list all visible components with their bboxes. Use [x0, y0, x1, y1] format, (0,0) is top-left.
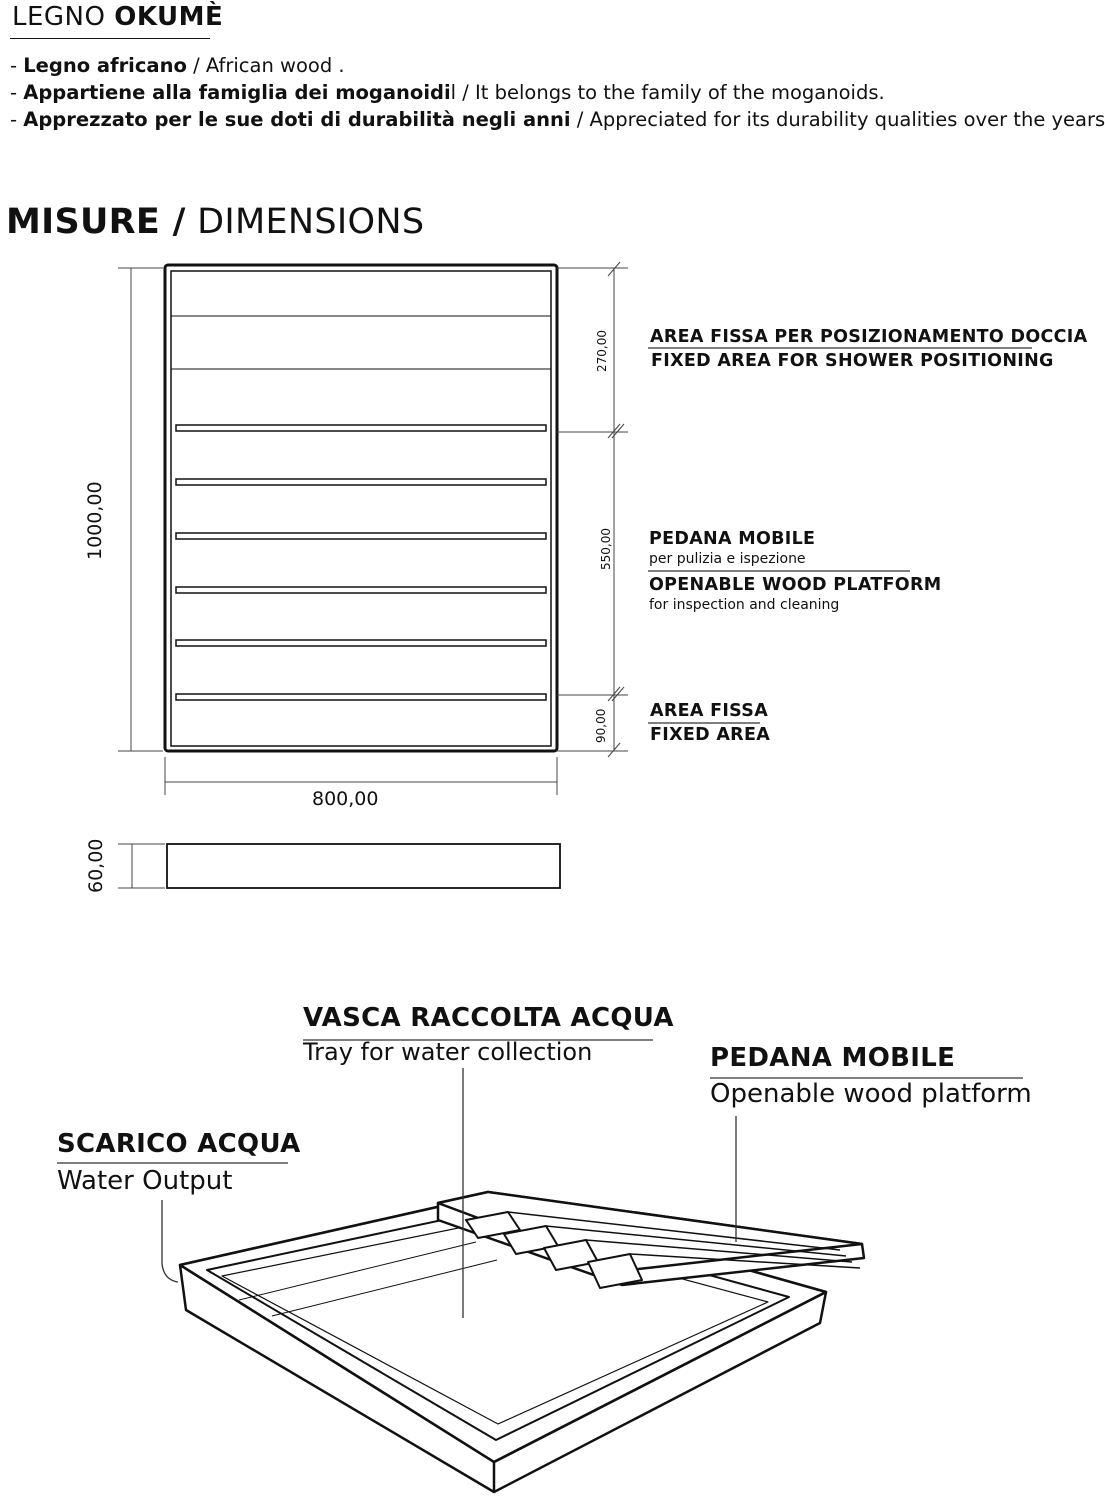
top-view-plan [165, 265, 557, 751]
slat [176, 587, 546, 593]
segment-mid-value: 550,00 [599, 528, 613, 570]
tray-callout-title: VASCA RACCOLTA ACQUA [303, 1003, 674, 1033]
feature-item: - Appartiene alla famiglia dei moganoidil / It belongs to the family of the moganoids. [10, 81, 885, 104]
fixed-shower-area-label-en: FIXED AREA FOR SHOWER POSITIONING [651, 351, 1054, 371]
side-view-profile [167, 844, 560, 888]
platform-sub-it: per pulizia e ispezione [649, 551, 806, 567]
drain-callout-sub: Water Output [57, 1166, 233, 1196]
slat [176, 479, 546, 485]
title-light-text: LEGNO [12, 2, 115, 32]
fixed-area-label-it: AREA FISSA [650, 701, 769, 721]
segment-bottom-value: 90,00 [594, 708, 608, 743]
slat [176, 694, 546, 700]
segment-dimension-lines [557, 262, 628, 757]
height-dimension-lines [118, 268, 163, 751]
platform-label-it: PEDANA MOBILE [649, 529, 816, 549]
platform-callout-sub: Openable wood platform [710, 1079, 1032, 1109]
drain-callout-title: SCARICO ACQUA [57, 1129, 301, 1159]
height-dimension-value: 1000,00 [84, 481, 106, 560]
slat [176, 425, 546, 431]
feature-item: - Legno africano / African wood . [10, 54, 345, 77]
side-view [118, 844, 560, 888]
segment-top-value: 270,00 [595, 330, 609, 372]
fixed-area-label-en: FIXED AREA [650, 725, 771, 745]
title-bold-text: OKUMÈ [114, 2, 224, 32]
platform-callout-title: PEDANA MOBILE [710, 1043, 956, 1073]
dimensions-title: MISURE / DIMENSIONS [6, 202, 425, 242]
width-dimension-value: 800,00 [312, 788, 379, 810]
plan-outer-frame [165, 265, 557, 751]
feature-item: - Apprezzato per le sue doti di durabilità negli anni / Appreciated for its durability qualities over the years [10, 108, 1105, 131]
platform-slats [176, 425, 546, 700]
platform-label-en: OPENABLE WOOD PLATFORM [649, 575, 942, 595]
thickness-dimension-value: 60,00 [85, 838, 107, 893]
tray-callout-sub: Tray for water collection [303, 1038, 593, 1066]
fixed-shower-area-label-it: AREA FISSA PER POSIZIONAMENTO DOCCIA [650, 327, 1088, 347]
slat [176, 640, 546, 646]
slat [176, 533, 546, 539]
plan-inner-frame [171, 271, 551, 746]
platform-sub-en: for inspection and cleaning [649, 597, 840, 613]
